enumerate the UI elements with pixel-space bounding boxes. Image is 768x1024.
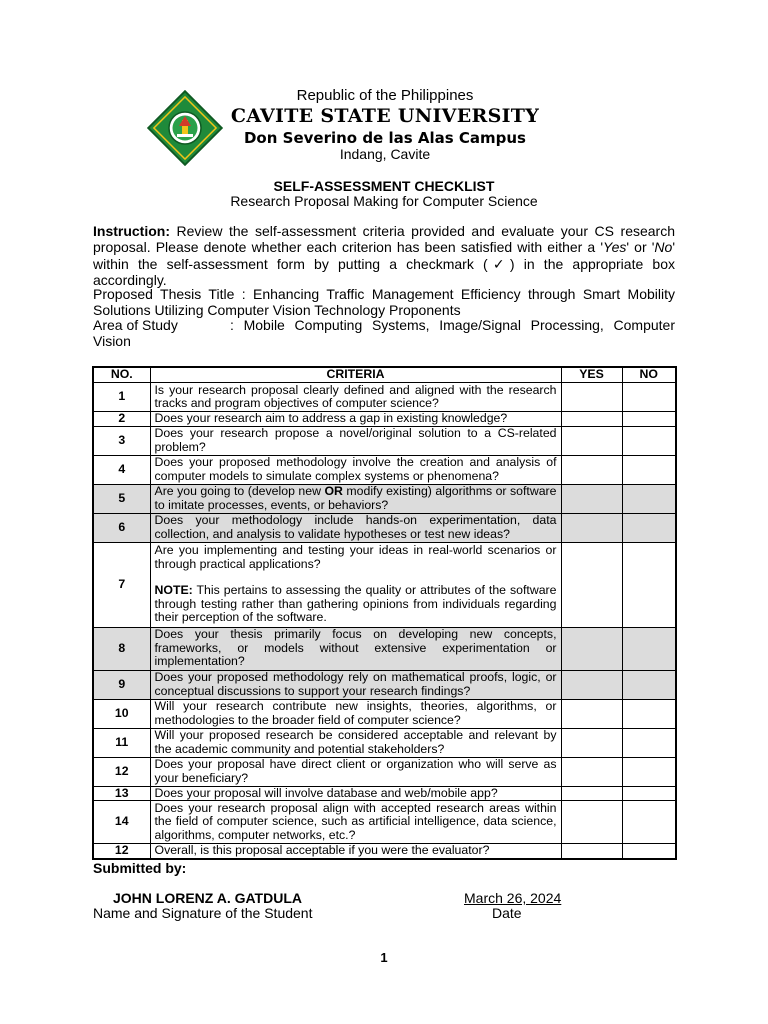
criteria-text: Does your proposal will involve database and web/mobile app? <box>150 786 561 801</box>
thesis-value: Enhancing Traffic Management Efficiency through Smart Mobility Solutions Utilizing Computer Vision Technology Proponents <box>93 286 676 318</box>
instruction-paragraph <box>93 223 675 288</box>
table-row <box>93 757 676 786</box>
row-number: 12 <box>93 757 150 786</box>
criteria-text <box>150 542 561 627</box>
no-checkbox-cell[interactable] <box>622 699 676 728</box>
criteria-text: Does your proposed methodology rely on mathematical proofs, logic, or conceptual discussions to support your research findings? <box>150 670 561 699</box>
document-title: SELF-ASSESSMENT CHECKLIST <box>273 178 495 194</box>
area-value: : Mobile Computing Systems, Image/Signal Processing, Computer Vision <box>93 317 675 349</box>
republic-line: Republic of the Philippines <box>296 87 474 104</box>
row-number: 2 <box>93 412 150 427</box>
table-header-row <box>93 367 676 383</box>
student-name: JOHN LORENZ A. GATDULA <box>113 890 302 906</box>
table-row <box>93 412 676 427</box>
no-checkbox-cell[interactable] <box>622 670 676 699</box>
table-row <box>93 699 676 728</box>
criteria-text: Will your proposed research be considered acceptable and relevant by the academic community and potential stakeholders? <box>150 728 561 757</box>
no-checkbox-cell[interactable] <box>622 728 676 757</box>
criteria-text-after: modify existing) algorithms or software to imitate processes, events, or behaviors? <box>154 484 557 512</box>
row-number: 9 <box>93 670 150 699</box>
row-number: 11 <box>93 728 150 757</box>
criteria-text: Does your proposal have direct client or organization who will serve as your beneficiary? <box>150 757 561 786</box>
note-text: This pertains to assessing the quality or attributes of the software through testing rather than gathering opinions from individuals regarding their perception of the software. <box>154 583 557 625</box>
table-row <box>93 383 676 412</box>
instruction-text-2: ' or ' <box>626 239 655 256</box>
instruction-label: Instruction: <box>93 223 170 239</box>
no-checkbox-cell[interactable] <box>622 426 676 455</box>
campus-name: Don Severino de las Alas Campus <box>243 129 526 147</box>
area-label: Area of Study <box>93 317 178 333</box>
yes-checkbox-cell[interactable] <box>561 513 622 542</box>
table-row <box>93 426 676 455</box>
row-number: 6 <box>93 513 150 542</box>
yes-checkbox-cell[interactable] <box>561 801 622 844</box>
table-row <box>93 513 676 542</box>
table-row <box>93 728 676 757</box>
document-subtitle: Research Proposal Making for Computer Science <box>230 193 538 209</box>
yes-checkbox-cell[interactable] <box>561 412 622 427</box>
submission-date: March 26, 2024 <box>464 890 562 906</box>
criteria-text-main: Are you implementing and testing your ideas in real-world scenarios or through practical applications? <box>154 543 557 571</box>
instruction-text-3: ' within the self-assessment form by putting a checkmark (✓) in the appropriate box accordingly. <box>93 239 675 288</box>
row-number: 4 <box>93 455 150 484</box>
row-number: 12 <box>93 844 150 859</box>
town-name: Indang, Cavite <box>339 146 431 162</box>
student-signature-label: Name and Signature of the Student <box>93 905 313 921</box>
yes-checkbox-cell[interactable] <box>561 542 622 627</box>
yes-checkbox-cell[interactable] <box>561 455 622 484</box>
no-checkbox-cell[interactable] <box>622 801 676 844</box>
no-checkbox-cell[interactable] <box>622 383 676 412</box>
row-number: 1 <box>93 383 150 412</box>
yes-checkbox-cell[interactable] <box>561 699 622 728</box>
thesis-label: Proposed Thesis Title : <box>93 286 246 302</box>
table-row <box>93 542 676 627</box>
no-checkbox-cell[interactable] <box>622 513 676 542</box>
thesis-title-paragraph <box>93 287 675 318</box>
yes-checkbox-cell[interactable] <box>561 627 622 670</box>
criteria-text: Is your research proposal clearly defined and aligned with the research tracks and program objectives of computer science? <box>150 383 561 412</box>
row-number: 7 <box>93 542 150 627</box>
instruction-yes: Yes <box>603 239 627 256</box>
no-checkbox-cell[interactable] <box>622 455 676 484</box>
criteria-text: Will your research contribute new insights, theories, algorithms, or methodologies to the broader field of computer science? <box>150 699 561 728</box>
yes-checkbox-cell[interactable] <box>561 484 622 513</box>
header-criteria: CRITERIA <box>150 367 561 383</box>
no-checkbox-cell[interactable] <box>622 627 676 670</box>
criteria-text: Does your methodology include hands-on experimentation, data collection, and analysis to validate hypotheses or test new ideas? <box>150 513 561 542</box>
row-number: 13 <box>93 786 150 801</box>
row-number: 5 <box>93 484 150 513</box>
no-checkbox-cell[interactable] <box>622 412 676 427</box>
yes-checkbox-cell[interactable] <box>561 844 622 859</box>
yes-checkbox-cell[interactable] <box>561 670 622 699</box>
table-row <box>93 786 676 801</box>
header-no-col: NO <box>622 367 676 383</box>
table-row <box>93 627 676 670</box>
table-row <box>93 801 676 844</box>
table-row <box>93 455 676 484</box>
yes-checkbox-cell[interactable] <box>561 383 622 412</box>
yes-checkbox-cell[interactable] <box>561 757 622 786</box>
submitted-by-label: Submitted by: <box>93 860 187 876</box>
criteria-text-before: Are you going to (develop new <box>154 484 325 498</box>
no-checkbox-cell[interactable] <box>622 844 676 859</box>
no-checkbox-cell[interactable] <box>622 757 676 786</box>
header-no: NO. <box>93 367 150 383</box>
criteria-text: Does your research proposal align with accepted research areas within the field of computer science, such as artificial intelligence, data science, algorithms, computer networks, etc.? <box>150 801 561 844</box>
table-row <box>93 670 676 699</box>
university-seal-logo <box>147 90 223 166</box>
criteria-note <box>155 584 557 625</box>
criteria-text-bold: OR <box>324 484 343 498</box>
no-checkbox-cell[interactable] <box>622 484 676 513</box>
instruction-text-1: Review the self-assessment criteria provided and evaluate your CS research proposal. Please denote whether each criterion has been satisfied with either a ' <box>93 223 675 256</box>
table-row <box>93 484 676 513</box>
instruction-no: No <box>654 239 673 256</box>
no-checkbox-cell[interactable] <box>622 542 676 627</box>
row-number: 10 <box>93 699 150 728</box>
row-number: 3 <box>93 426 150 455</box>
note-label: NOTE: <box>154 583 193 598</box>
criteria-text: Overall, is this proposal acceptable if you were the evaluator? <box>150 844 561 859</box>
header-yes: YES <box>561 367 622 383</box>
no-checkbox-cell[interactable] <box>622 786 676 801</box>
yes-checkbox-cell[interactable] <box>561 728 622 757</box>
university-name: CAVITE STATE UNIVERSITY <box>230 105 540 127</box>
criteria-text <box>150 484 561 513</box>
yes-checkbox-cell[interactable] <box>561 426 622 455</box>
page-number: 1 <box>380 950 388 965</box>
row-number: 8 <box>93 627 150 670</box>
criteria-text: Does your research propose a novel/original solution to a CS-related problem? <box>150 426 561 455</box>
table-row <box>93 844 676 859</box>
date-label: Date <box>492 905 522 921</box>
area-of-study-paragraph <box>93 318 675 349</box>
criteria-table <box>92 366 677 860</box>
row-number: 14 <box>93 801 150 844</box>
criteria-text: Does your research aim to address a gap in existing knowledge? <box>150 412 561 427</box>
criteria-text: Does your thesis primarily focus on developing new concepts, frameworks, or models without extensive experimentation or implementation? <box>150 627 561 670</box>
criteria-text: Does your proposed methodology involve the creation and analysis of computer models to simulate complex systems or phenomena? <box>150 455 561 484</box>
yes-checkbox-cell[interactable] <box>561 786 622 801</box>
